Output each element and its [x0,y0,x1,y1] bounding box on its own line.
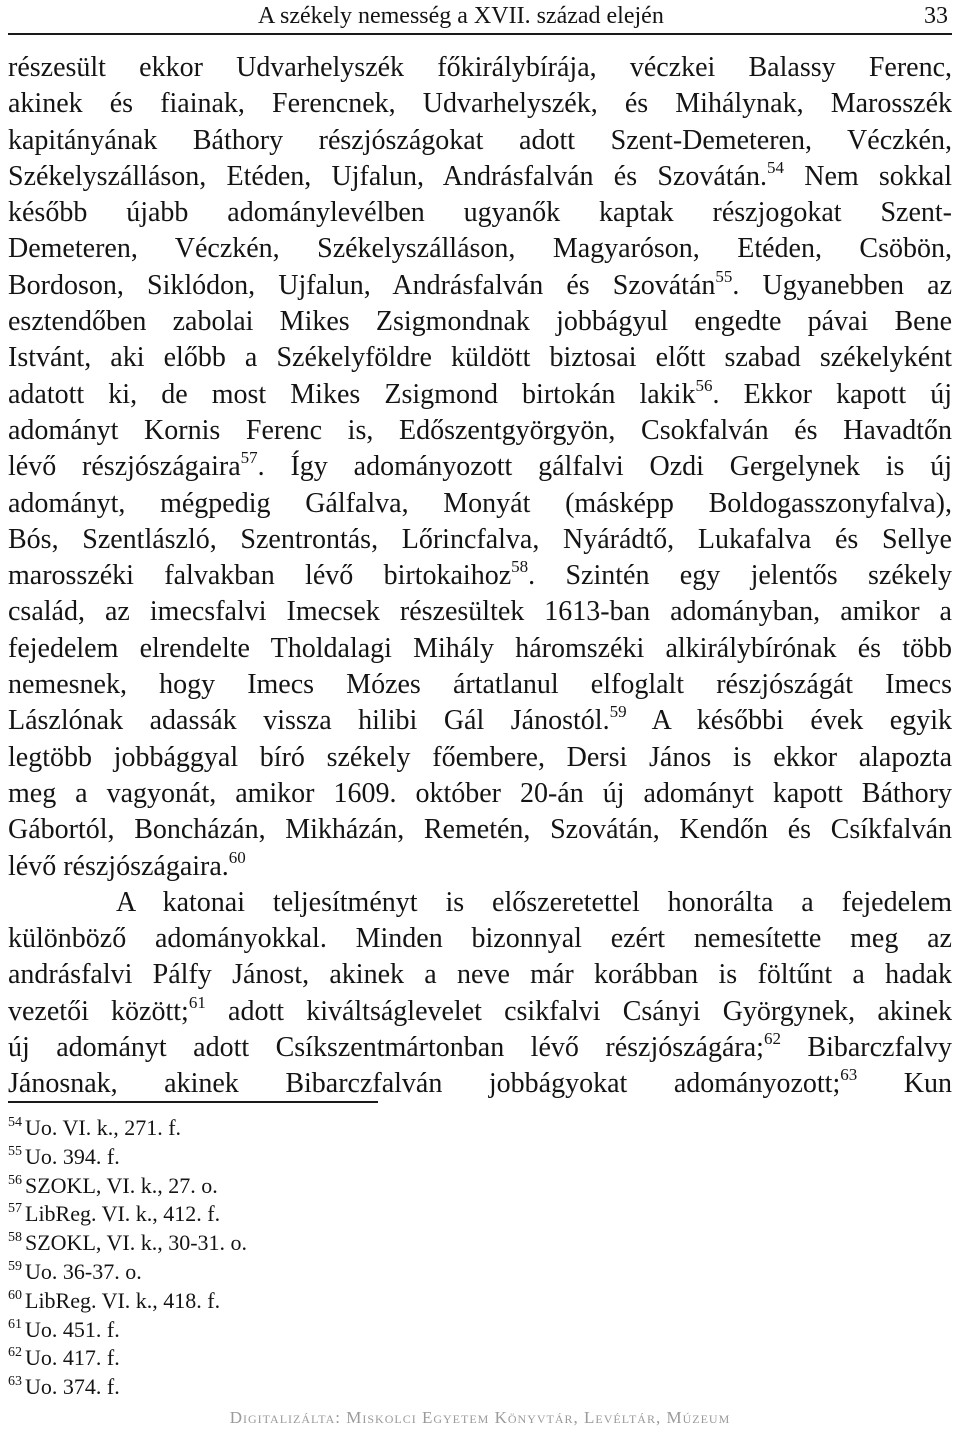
footnote-text: Uo. VI. k., 271. f. [25,1115,182,1140]
text-line [8,812,952,848]
text-line [8,486,952,522]
text-line [8,957,952,993]
text-run: Kun [857,1068,952,1100]
text-line [8,885,952,921]
running-header [0,0,960,36]
footnote-text: Uo. 451. f. [25,1316,120,1342]
footnote [8,1258,608,1287]
text-line [8,703,952,739]
text-run: Bordoson, Siklódon, Ujfalun, Andrásfalván és Szovátán [8,269,716,301]
text-run: Nem sokkal [784,160,953,192]
footnote-number: 60 [8,1287,22,1303]
footnote-ref: 55 [715,266,733,286]
text-line [8,1066,952,1102]
footnote-text: Uo. 394. f. [25,1143,120,1169]
footnote-text: Uo. 36-37. o. [25,1258,142,1284]
text-run: . Szintén egy jelentős székely [528,560,952,592]
text-line [8,413,952,449]
footnote-ref: 59 [609,702,627,722]
text-run: adományt, mégpedig Gálfalva, Monyát (másképp Boldogasszonyfalva), [8,487,952,519]
footnote [8,1229,608,1258]
text-run: esztendőben zabolai Mikes Zsigmondnak jobbágyul engedte pávai Bene [8,306,952,338]
text-line [8,631,952,667]
running-title: A székely nemesség a XVII. század elején [258,3,664,29]
footnote-number: 54 [8,1115,22,1130]
footnote-ref: 58 [511,557,529,577]
footnote-number: 58 [8,1230,22,1246]
footnote-number: 55 [8,1143,22,1159]
text-line [8,377,952,413]
footnotes [8,1114,608,1402]
text-run: család, az imecsfalvi Imecsek részesültek 1613-ban adományban, amikor a [8,596,952,628]
text-run: lévő részjószágaira [8,451,241,483]
footnote [8,1373,608,1402]
footnote-ref: 60 [228,847,246,867]
text-run: részesült ekkor Udvarhelyszék főkirálybírája, véczkei Balassy Ferenc, [8,52,952,83]
text-line [8,231,952,267]
text-run: meg a vagyonát, amikor 1609. október 20-án új adományt kapott Báthory [8,777,952,809]
text-line [8,195,952,231]
footnote-number: 63 [8,1374,22,1390]
text-run: lévő részjószágaira. [8,850,229,882]
text-run: vezetői között; [8,995,189,1027]
text-run: andrásfalvi Pálfy Jánost, akinek a neve már korábban is föltűnt a hadak [8,959,952,991]
text-run: marosszéki falvakban lévő birtokaihoz [8,560,512,592]
text-line [8,304,952,340]
text-run: Lászlónak adassák vissza hilibi Gál Jánostól. [8,705,610,737]
footnote-ref: 56 [695,375,713,395]
text-line [8,268,952,304]
text-run: legtöbb jobbággyal bíró székely főembere, Dersi János is ekkor alapozta [8,741,952,773]
footnote [8,1114,608,1143]
text-run: A katonai teljesítményt is előszeretettel honorálta a fejedelem [116,886,952,918]
text-run: adott kiváltságlevelet csikfalvi Csányi Györgynek, akinek [205,995,952,1027]
footnote-ref: 54 [767,157,784,177]
text-run: fejedelem elrendelte Tholdalagi Mihály háromszéki alkirálybírónak és több [8,632,952,664]
text-line [8,740,952,776]
text-run: . Így adományozott gálfalvi Ozdi Gergelynek is új [257,451,952,483]
text-run: Jánosnak, akinek Bibarczfalván jobbágyokat adományozott; [8,1068,841,1100]
footnote-ref: 57 [240,448,258,468]
header-rule [8,33,952,35]
footnote-text: Uo. 417. f. [25,1345,120,1371]
body-text [8,50,952,1103]
footnote-text: SZOKL, VI. k., 30-31. o. [25,1230,248,1256]
page-number: 33 [924,3,948,29]
footnote-text: LibReg. VI. k., 418. f. [25,1287,221,1313]
footnote [8,1344,608,1373]
text-line [8,667,952,703]
text-run: A későbbi évek egyik [626,705,953,737]
text-run: . Ugyanebben az [732,269,953,301]
text-run: Gábortól, Boncházán, Mikházán, Remetén, Szovátán, Kendőn és Csíkfalván [8,814,952,846]
text-line [8,50,952,86]
footnote-number: 62 [8,1345,22,1361]
text-run: különböző adományokkal. Minden bizonnyal ezért nemesítette meg az [8,923,952,955]
text-line [8,1030,952,1066]
footnote-ref: 63 [840,1065,858,1085]
text-run: Demeteren, Véczkén, Székelyszálláson, Magyaróson, Etéden, Csöbön, [8,233,952,265]
text-line [8,776,952,812]
text-line [8,522,952,558]
text-run: nemesnek, hogy Imecs Mózes ártatlanul elfoglalt részjószágát Imecs [8,669,952,701]
footnote [8,1143,608,1172]
text-run: akinek és fiainak, Ferencnek, Udvarhelyszék, és Mihálynak, Marosszék [8,88,952,120]
footnote-number: 59 [8,1258,22,1274]
digitization-footer: Digitalizálta: Miskolci Egyetem Könyvtár, Levéltár, Múzeum [229,1408,731,1427]
text-run: Székelyszálláson, Etéden, Ujfalun, Andrásfalván és Szovátán. [8,160,767,192]
footnote-text: SZOKL, VI. k., 27. o. [25,1172,218,1198]
footnote-number: 56 [8,1172,22,1188]
footnote-number: 57 [8,1201,22,1217]
footnote-text: LibReg. VI. k., 412. f. [25,1201,221,1227]
text-line [8,86,952,122]
footnote-separator [8,1101,378,1103]
footnote-ref: 62 [763,1029,781,1049]
footnote-text: Uo. 374. f. [25,1374,120,1400]
footnote [8,1287,608,1316]
footnote [8,1316,608,1345]
text-run: Bós, Szentlászló, Szentrontás, Lőrincfalva, Nyárádtő, Lukafalva és Sellye [8,523,952,555]
text-line [8,849,952,885]
text-run: adatott ki, de most Mikes Zsigmond birtokán lakik [8,378,696,410]
text-line [8,123,952,159]
text-run: kapitányának Báthory részjószágokat adott Szent-Demeteren, Véczkén, [8,124,952,156]
text-run: Bibarczfalvy [780,1032,953,1064]
footnote-number: 61 [8,1316,22,1332]
text-run: Istvánt, aki előbb a Székelyföldre küldött biztosai előtt szabad székelyként [8,342,952,374]
text-line [8,159,952,195]
text-run: adományt Kornis Ferenc is, Edőszentgyörgyön, Csokfalván és Havadtőn [8,414,952,446]
text-line [8,340,952,376]
text-line [8,449,952,485]
text-line [8,921,952,957]
footnote [8,1172,608,1201]
text-line [8,994,952,1030]
text-line [8,558,952,594]
footnote [8,1200,608,1229]
text-line [8,594,952,630]
footnote-ref: 61 [188,992,206,1012]
text-run: . Ekkor kapott új [712,378,952,410]
text-run: később újabb adománylevélben ugyanők kaptak részjogokat Szent- [8,197,952,229]
text-run: új adományt adott Csíkszentmártonban lévő részjószágára; [8,1032,764,1064]
